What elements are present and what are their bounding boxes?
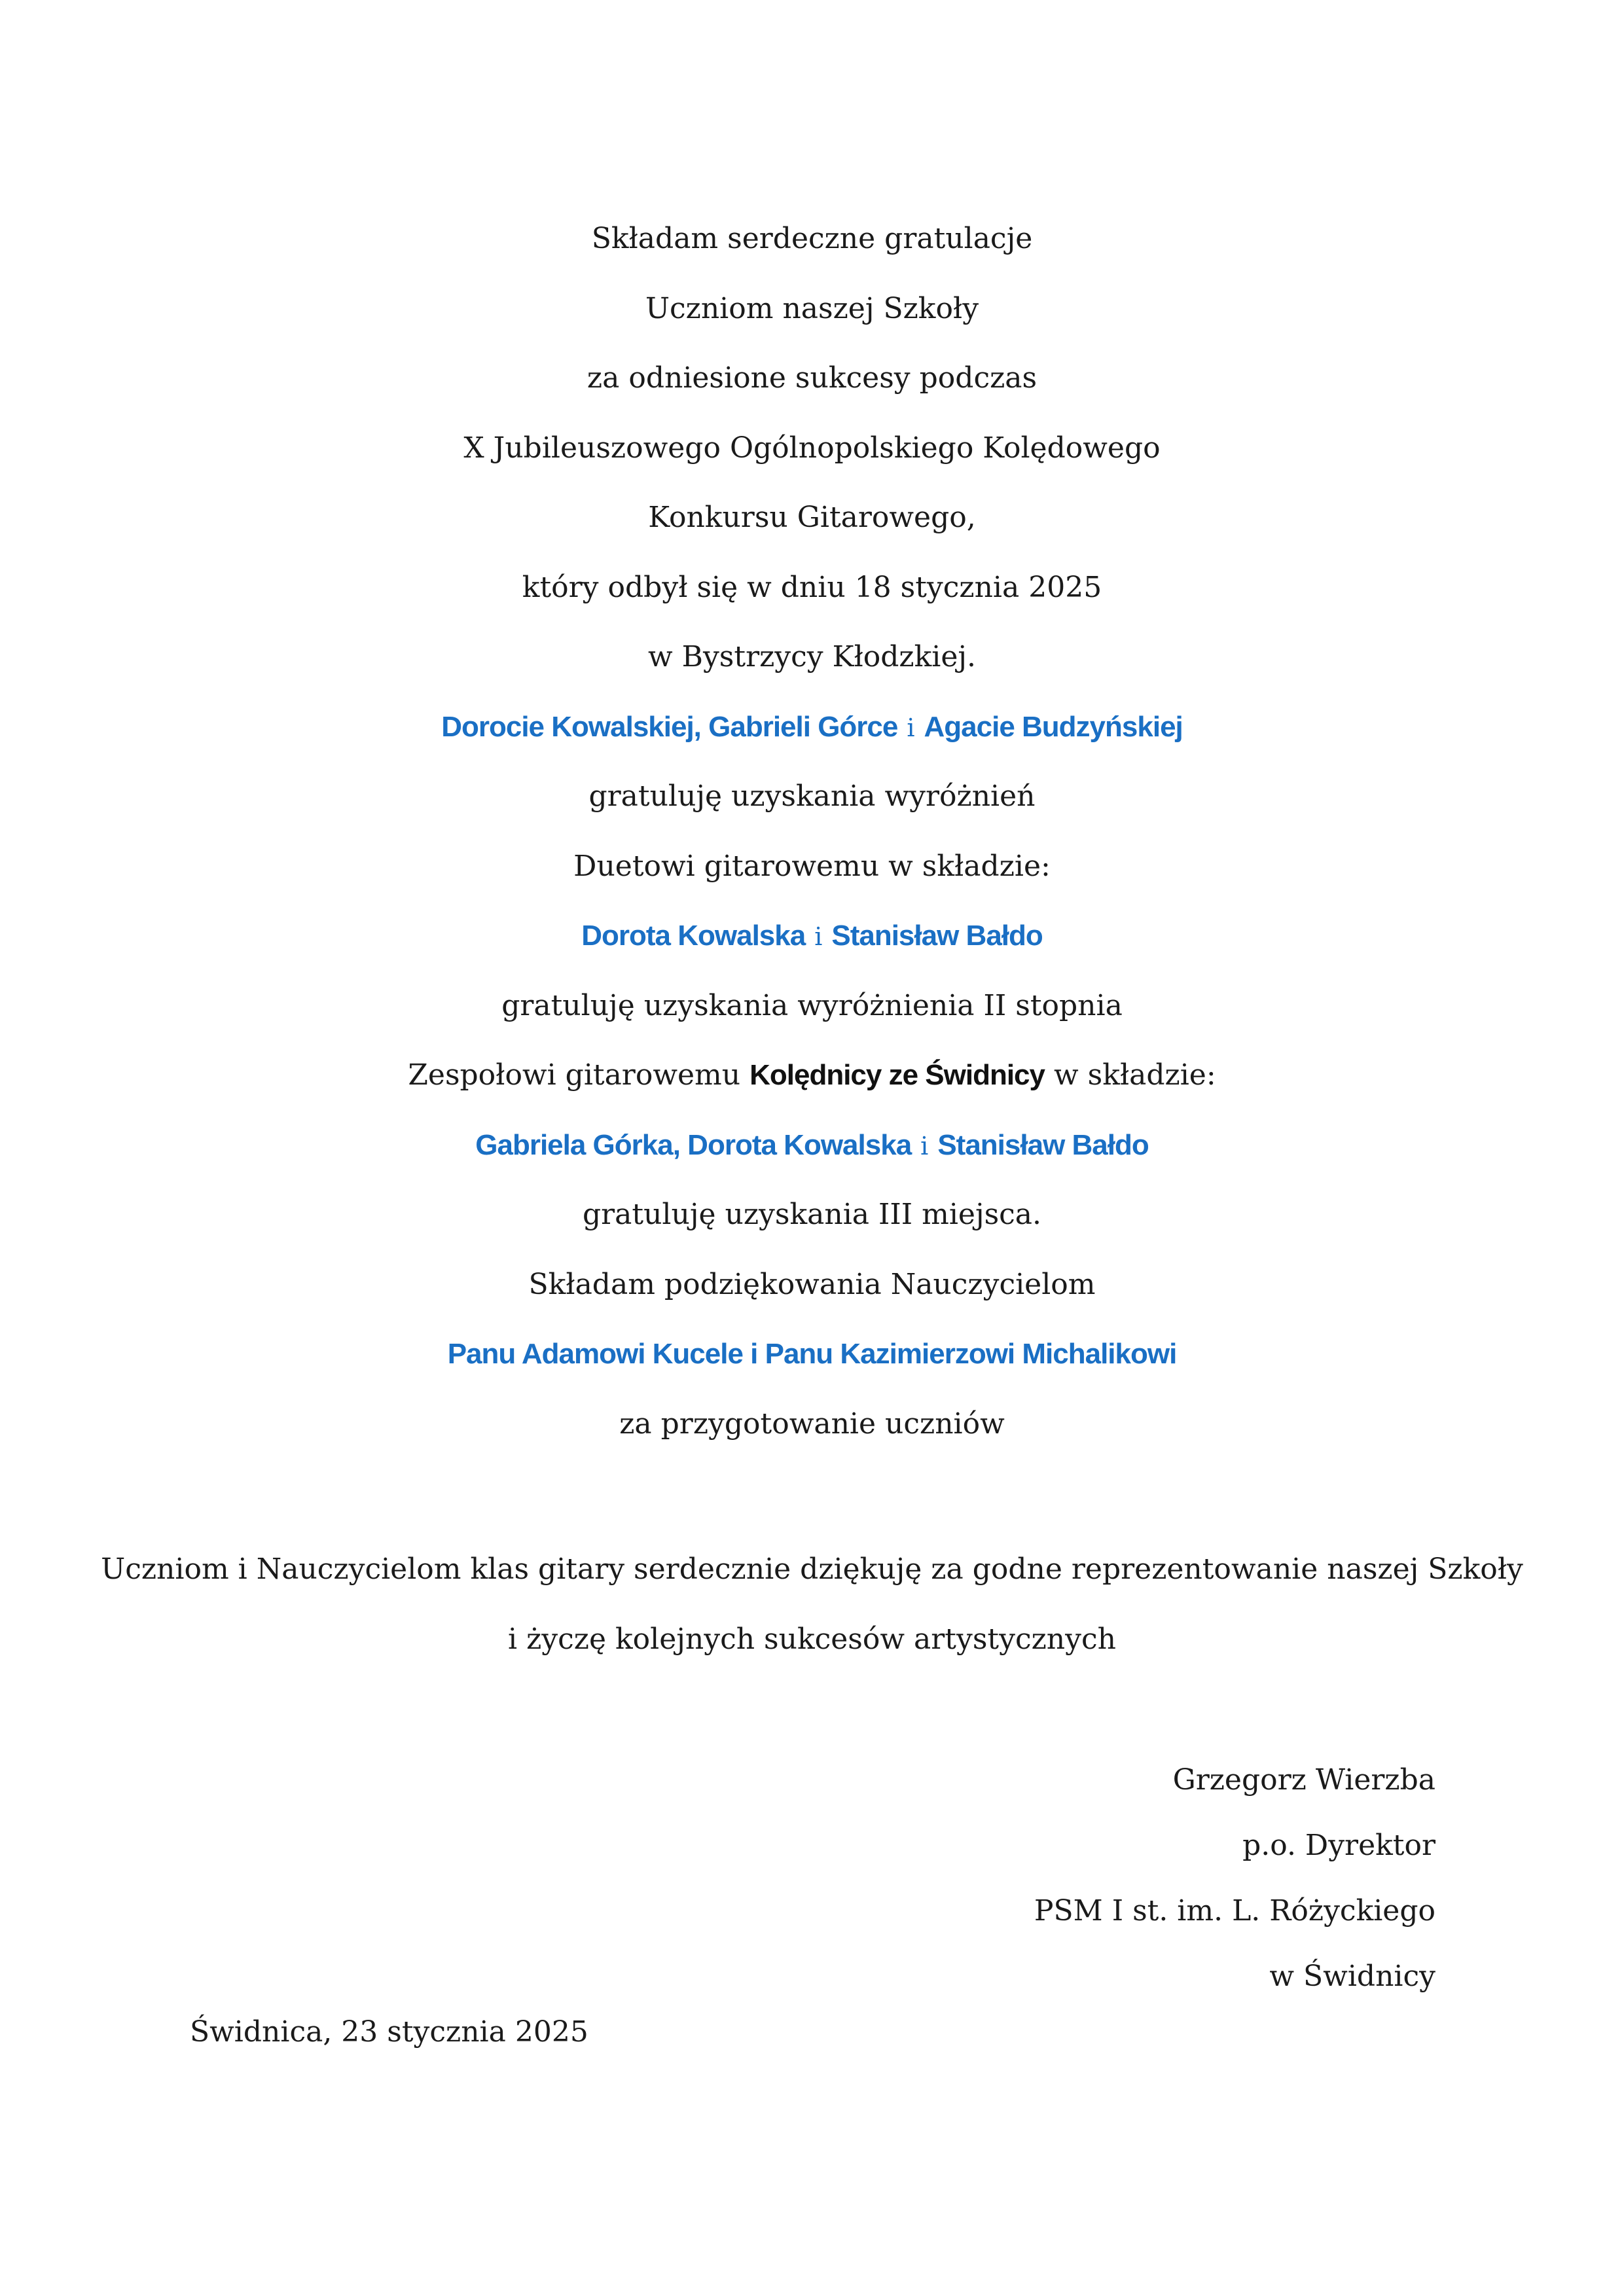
- signatory-city: w Świdnicy: [1269, 1960, 1435, 1993]
- ensemble-group-name: Kolędnicy ze Świdnicy: [749, 1059, 1045, 1091]
- congratulations-section: [0, 209, 1624, 1464]
- signatory-role: p.o. Dyrektor: [1242, 1829, 1435, 1862]
- signatory-name: Grzegorz Wierzba: [1172, 1763, 1435, 1797]
- competition-name-line-2: Konkursu Gitarowego,: [648, 501, 976, 534]
- duet-intro: Duetowi gitarowemu w składzie:: [573, 849, 1051, 883]
- ensemble-names-b: Stanisław Bałdo: [937, 1128, 1149, 1161]
- congrats-line-2: Uczniom naszej Szkoły: [645, 291, 979, 325]
- duet-text: gratuluję uzyskania wyróżnienia II stopnia: [501, 988, 1123, 1022]
- distinction-names-a: Dorocie Kowalskiej, Gabrieli Górce: [441, 710, 898, 743]
- document-date: Świdnica, 23 stycznia 2025: [190, 2015, 588, 2049]
- ensemble-names-line: [0, 1116, 1624, 1186]
- ensemble-names-a: Gabriela Górka, Dorota Kowalska: [475, 1128, 912, 1161]
- distinction-names-b: Agacie Budzyńskiej: [924, 710, 1183, 743]
- signatory-school: PSM I st. im. L. Różyckiego: [1034, 1894, 1435, 1928]
- congrats-line-3: za odniesione sukcesy podczas: [586, 361, 1038, 395]
- duet-name-a: Dorota Kowalska: [581, 920, 806, 952]
- competition-name-line: X Jubileuszowego Ogólnopolskiego Kolędowego: [463, 431, 1161, 465]
- distinction-text: gratuluję uzyskania wyróżnień: [588, 780, 1036, 813]
- teachers-outro: za przygotowanie uczniów: [619, 1407, 1005, 1441]
- ensemble-intro-pre: Zespołowi gitarowemu: [408, 1058, 741, 1092]
- duet-name-b: Stanisław Bałdo: [831, 920, 1043, 952]
- ensemble-text: gratuluję uzyskania III miejsca.: [582, 1198, 1042, 1231]
- teachers-names-line: [0, 1325, 1624, 1395]
- thanks-line-1: Uczniom i Nauczycielom klas gitary serdecznie dziękuję za godne reprezentowanie naszej Szkoły: [101, 1552, 1523, 1586]
- teachers-names: Panu Adamowi Kucele i Panu Kazimierzowi Michalikowi: [447, 1338, 1177, 1370]
- ensemble-intro-post: w składzie:: [1054, 1058, 1216, 1092]
- signature-block: [1034, 1754, 1435, 2016]
- distinction-conjunction: i: [907, 713, 915, 742]
- teachers-intro: Składam podziękowania Nauczycielom: [528, 1267, 1096, 1301]
- congrats-line-1: Składam serdeczne gratulacje: [591, 222, 1033, 255]
- distinction-names-line: [0, 698, 1624, 768]
- competition-date-line: który odbył się w dniu 18 stycznia 2025: [522, 570, 1102, 604]
- duet-conjunction: i: [814, 922, 823, 951]
- thanks-section: [0, 1540, 1624, 1679]
- ensemble-conjunction: i: [920, 1131, 929, 1160]
- ensemble-intro-line: [0, 1046, 1624, 1116]
- competition-place-line: w Bystrzycy Kłodzkiej.: [647, 640, 977, 673]
- thanks-line-2: i życzę kolejnych sukcesów artystycznych: [508, 1622, 1116, 1656]
- duet-names-line: [0, 906, 1624, 977]
